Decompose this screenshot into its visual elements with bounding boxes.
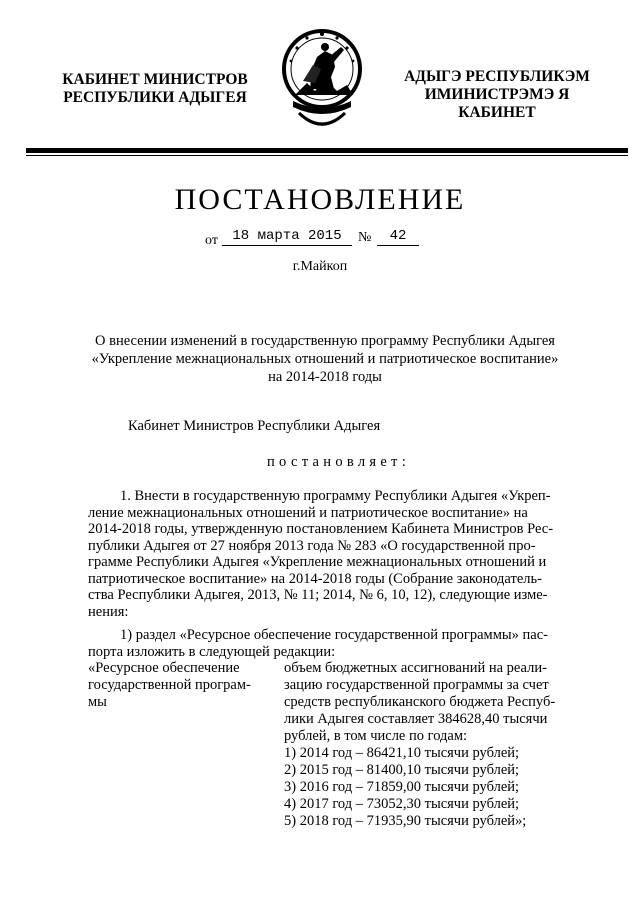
year-line: 2) 2015 год – 81400,10 тысячи рублей; <box>284 762 520 778</box>
table-left-line: государственной програм- <box>88 677 251 693</box>
coat-of-arms-icon <box>277 17 367 137</box>
year-line: 4) 2017 год – 73052,30 тысячи рублей; <box>284 796 520 812</box>
document-number: 42 <box>377 227 419 246</box>
paragraph-line: публики Адыгея от 27 ноября 2013 года № 283 «О государственной про- <box>88 537 536 554</box>
resource-table-label <box>88 660 270 711</box>
subject-line: на 2014-2018 годы <box>268 369 382 385</box>
header-right <box>386 68 608 122</box>
issuer-line: Кабинет Министров Республики Адыгея <box>128 418 381 434</box>
header-right-line1: АДЫГЭ РЕСПУБЛИКЭМ <box>404 68 590 85</box>
subject-line: О внесении изменений в государственную программу Республики Адыгея <box>95 333 555 349</box>
document-date: 18 марта 2015 <box>222 227 352 246</box>
paragraph-line: 1) раздел «Ресурсное обеспечение государственной программы» пас- <box>120 627 548 643</box>
paragraph-2 <box>88 627 574 660</box>
document-title: ПОСТАНОВЛЕНИЕ <box>174 183 466 216</box>
paragraph-line: патриотическое воспитание» на 2014-2018 годы (Собрание законодатель- <box>88 570 542 587</box>
subject-line: «Укрепление межнациональных отношений и патриотическое воспитание» <box>91 351 559 367</box>
year-line: 3) 2016 год – 71859,00 тысячи рублей; <box>284 779 520 795</box>
header-left-line2: РЕСПУБЛИКИ АДЫГЕЯ <box>63 89 247 106</box>
table-left-line: «Ресурсное обеспечение <box>88 660 240 676</box>
header-divider-thick <box>26 148 628 153</box>
table-right-line: зацию государственной программы за счет <box>284 677 549 693</box>
header-divider-thin <box>26 155 628 156</box>
paragraph-line: ление межнациональных отношений и патриотическое воспитание» на <box>88 504 528 521</box>
paragraph-line: порта изложить в следующей редакции: <box>88 643 336 660</box>
year-line: 5) 2018 год – 71935,90 тысячи рублей»; <box>284 813 527 829</box>
paragraph-line: ства Республики Адыгея, 2013, № 11; 2014, № 6, 10, 12), следующие изме- <box>88 587 548 603</box>
table-right-line: рублей, в том числе по годам: <box>284 728 468 744</box>
number-label: № <box>358 230 372 245</box>
year-line: 1) 2014 год – 86421,10 тысячи рублей; <box>284 745 520 761</box>
header-left <box>50 71 260 107</box>
paragraph-line: 2014-2018 годы, утвержденную постановлением Кабинета Министров Рес- <box>88 521 554 537</box>
header-left-line1: КАБИНЕТ МИНИСТРОВ <box>62 71 248 88</box>
header-right-line2: ИМИНИСТРЭМЭ Я КАБИНЕТ <box>424 86 570 121</box>
resource-table-value <box>284 660 574 830</box>
resolves-word: постановляет: <box>267 454 411 470</box>
document-city: г.Майкоп <box>292 259 348 274</box>
document-subject <box>70 332 580 386</box>
table-right-line: объем бюджетных ассигнований на реали- <box>284 660 547 676</box>
paragraph-1 <box>88 488 574 620</box>
table-right-line: лики Адыгея составляет 384628,40 тысячи <box>284 711 548 727</box>
table-left-line: мы <box>88 694 107 710</box>
table-right-line: средств республиканского бюджета Респуб- <box>284 694 556 710</box>
date-label: от <box>205 233 218 248</box>
paragraph-line: 1. Внести в государственную программу Республики Адыгея «Укреп- <box>120 488 551 504</box>
paragraph-line: грамме Республики Адыгея «Укрепление межнациональных отношений и <box>88 554 547 570</box>
paragraph-line: нения: <box>88 603 129 620</box>
